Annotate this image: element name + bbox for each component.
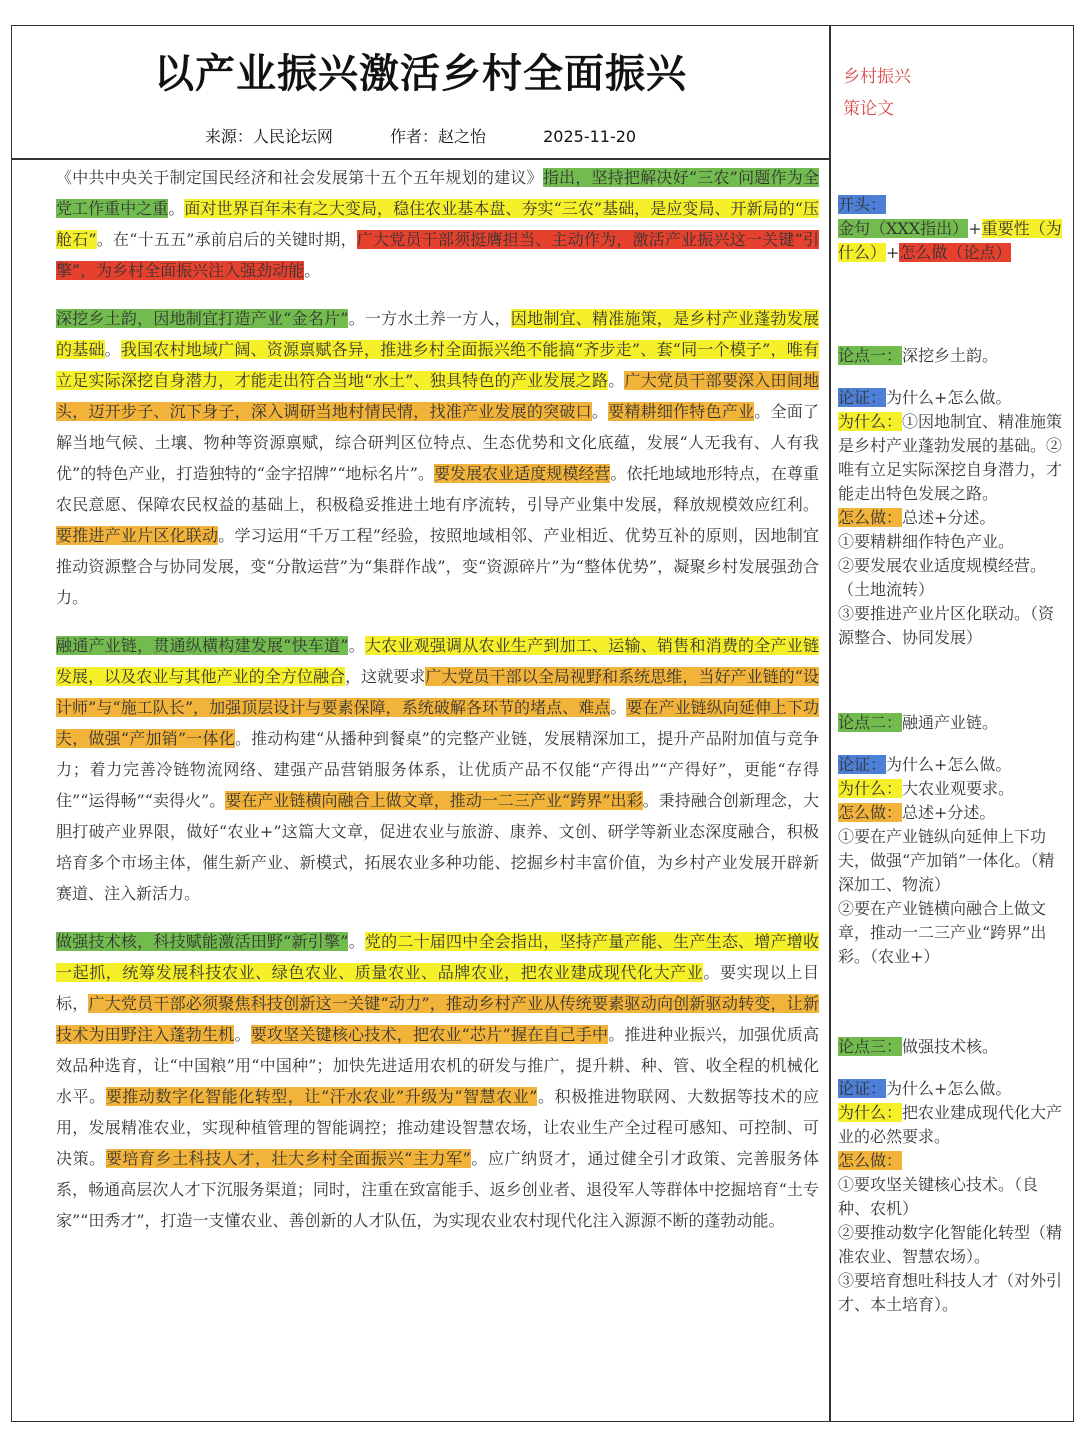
article-date: 2025-11-20 [543,127,637,146]
note-opening: 开头： 金句（XXX指出）+重要性（为什么）+怎么做（论点） [838,195,1062,262]
list-item: ②要推动数字化智能化转型（精准农业、智慧农场）。 [838,1223,1063,1266]
list-item: ①要精耕细作特色产业。 [838,532,1015,551]
point-2-heading: 融通产业链，贯通纵横构建发展“快车道” [56,636,349,655]
thesis-highlight: 广大党员干部须挺膺担当、主动作为，激活产业振兴这一关键“引擎”，为乡村全面振兴注入强劲动能 [56,230,819,280]
article-body [22,162,819,1236]
list-item: ②要发展农业适度规模经营。（土地流转） [838,556,1047,599]
list-item: ③要推进产业片区化联动。（资源整合、协同发展） [838,604,1055,647]
note-point-2: 论点二：融通产业链。 论证：为什么+怎么做。 为什么：大农业观要求。 怎么做：总述+分述。 ①要在产业链纵向延伸上下功夫，做强“产加销”一体化。（精深加工、物流） ②要在产业链横向融合上做文章，推动一二三产业“跨界”出彩。（农业+） [838,711,1066,969]
note-label: 开头： [838,195,887,214]
list-item: ①要在产业链纵向延伸上下功夫，做强“产加销”一体化。（精深加工、物流） [838,827,1055,894]
genre-tag: 策论文 [843,99,894,119]
paragraph-point-1: 深挖乡土韵，因地制宜打造产业“金名片”。一方水土养一方人，因地制宜、精准施策，是乡村产业蓬勃发展的基础。我国农村地域广阔、资源禀赋各异，推进乡村全面振兴绝不能搞“齐步走”、套“同一个模子”，唯有立足实际深挖自身潜力，才能走出符合当地“水土”、独具特色的产业发展之路。广大党员干部要深入田间地头，迈开步子、沉下身子，深入调研当地村情民情，找准产业发展的突破口。要精耕细作特色产业。全面了解当地气候、土壤、物种等资源禀赋，综合研判区位特点、生态优势和文化底蕴，发展“人无我有、人有我优”的特色产业，打造独特的“金字招牌”“地标名片”。要发展农业适度规模经营。依托地域地形特点，在尊重农民意愿、保障农民权益的基础上，积极稳妥推进土地有序流转，引导产业集中发展，释放规模效应红利。要推进产业片区化联动。学习运用“千万工程”经验，按照地域相邻、产业相近、优势互补的原则，因地制宜推动资源整合与协同发展，变“分散运营”为“集群作战”，变“资源碎片”为“整体优势”，凝聚乡村发展强劲合力。 [56,309,819,607]
article-meta [11,124,830,147]
note-point-3: 论点三：做强技术核。 论证：为什么+怎么做。 为什么：把农业建成现代化大产业的必然要求。 怎么做： ①要攻坚关键核心技术。（良种、农机） ②要推动数字化智能化转型（精准农业、智慧农场）。 ③要培育想吐科技人才（对外引才、本土培育）。 [838,1035,1066,1317]
list-item: ①要攻坚关键核心技术。（良种、农机） [838,1175,1039,1218]
page-title: 以产业振兴激活乡村全面振兴 [154,51,687,97]
list-item: ③要培育想吐科技人才（对外引才、本土培育）。 [838,1271,1063,1314]
paragraph-point-2: 融通产业链，贯通纵横构建发展“快车道”。大农业观强调从农业生产到加工、运输、销售和消费的全产业链发展，以及农业与其他产业的全方位融合，这就要求广大党员干部以全局视野和系统思维，当好产业链的“设计师”与“施工队长”，加强顶层设计与要素保障，系统破解各环节的堵点、难点。要在产业链纵向延伸上下功夫，做强“产加销”一体化。推动构建“从播种到餐桌”的完整产业链，发展精深加工，提升产品附加值与竞争力；着力完善冷链物流网络、建强产品营销服务体系，让优质产品不仅能“产得出”“产得好”，更能“存得住”“运得畅”“卖得火”。要在产业链横向融合上做文章，推动一二三产业“跨界”出彩。秉持融合创新理念，大胆打破产业界限，做好“农业+”这篇大文章，促进农业与旅游、康养、文创、研学等新业态深度融合，积极培育多个市场主体，催生新产业、新模式，拓展农业多种功能、挖掘乡村丰富价值，为乡村产业发展开辟新赛道、注入新活力。 [56,636,819,903]
article-source: 来源：人民论坛网 [204,127,333,146]
paragraph-intro: 《中共中央关于制定国民经济和社会发展第十五个五年规划的建议》指出，坚持把解决好“三农”问题作为全党工作重中之重。面对世界百年未有之大变局，稳住农业基本盘、夯实“三农”基础，是应变局、开新局的“压舱石”。在“十五五”承前启后的关键时期，广大党员干部须挺膺担当、主动作为，激活产业振兴这一关键“引擎”，为乡村全面振兴注入强劲动能。 [56,168,819,280]
importance-highlight: 面对世界百年未有之大变局，稳住农业基本盘、夯实“三农”基础，是应变局、开新局的“压舱石” [56,199,819,249]
article-author: 作者：赵之怡 [390,127,487,146]
column-divider [829,25,831,1422]
point-3-heading: 做强技术核，科技赋能激活田野“新引擎” [56,932,349,951]
header-divider [11,158,830,160]
category-tag: 乡村振兴 [843,67,911,87]
point-1-heading: 深挖乡土韵，因地制宜打造产业“金名片” [56,309,349,328]
paragraph-point-3: 做强技术核，科技赋能激活田野“新引擎”。党的二十届四中全会指出，坚持产量产能、生产生态、增产增收一起抓，统筹发展科技农业、绿色农业、质量农业、品牌农业，把农业建成现代化大产业。要实现以上目标，广大党员干部必须聚焦科技创新这一关键“动力”，推动乡村产业从传统要素驱动向创新驱动转变，让新技术为田野注入蓬勃生机。要攻坚关键核心技术，把农业“芯片”握在自己手中。推进种业振兴，加强优质高效品种选育，让“中国粮”用“中国种”；加快先进适用农机的研发与推广，提升耕、种、管、收全程的机械化水平。要推动数字化智能化转型，让“汗水农业”升级为“智慧农业”。积极推进物联网、大数据等技术的应用，发展精准农业，实现种植管理的智能调控；推动建设智慧农场，让农业生产全过程可感知、可控制、可决策。要培育乡土科技人才，壮大乡村全面振兴“主力军”。应广纳贤才，通过健全引才政策、完善服务体系，畅通高层次人才下沉服务渠道；同时，注重在致富能手、返乡创业者、退役军人等群体中挖掘培育“土专家”“田秀才”，打造一支懂农业、善创新的人才队伍，为实现农业农村现代化注入源源不断的蓬勃动能。 [56,932,819,1230]
note-point-1: 论点一：深挖乡土韵。 论证：为什么+怎么做。 为什么：①因地制宜、精准施策是乡村产业蓬勃发展的基础。②唯有立足实际深挖自身潜力，才能走出特色发展之路。 怎么做：总述+分述。 ①要精耕细作特色产业。 ②要发展农业适度规模经营。（土地流转） ③要推进产业片区化联动。（资源整合、协同发展） [838,344,1066,650]
quote-highlight: 指出，坚持把解决好“三农”问题作为全党工作重中之重 [56,168,819,218]
list-item: ②要在产业链横向融合上做文章，推动一二三产业“跨界”出彩。（农业+） [838,899,1047,966]
